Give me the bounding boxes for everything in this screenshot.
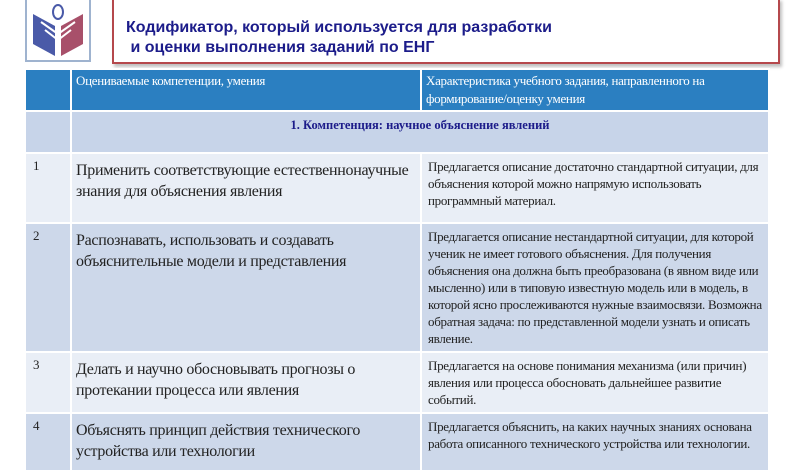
row-skill: Применить соответствующие естественнонаучные знания для объяснения явления [71, 153, 421, 223]
header-num [25, 69, 71, 111]
table-row [25, 153, 769, 223]
row-num: 1 [25, 153, 71, 223]
row-description: Предлагается объяснить, на каких научных знаниях основана работа описанного технического устройства или технологии. [421, 413, 769, 471]
header-skills: Оцениваемые компетенции, умения [71, 69, 421, 111]
table-row [25, 352, 769, 413]
title-line-2: и оценки выполнения заданий по ЕНГ [126, 39, 435, 56]
table-header [25, 69, 769, 111]
row-num: 3 [25, 352, 71, 413]
row-skill: Делать и научно обосновывать прогнозы о протекании процесса или явления [71, 352, 421, 413]
title-line-1: Кодификатор, который используется для разработки [126, 19, 552, 36]
row-num: 4 [25, 413, 71, 471]
row-skill: Объяснять принцип действия технического устройства или технологии [71, 413, 421, 471]
page-title [126, 18, 552, 58]
row-skill: Распознавать, использовать и создавать объяснительные модели и представления [71, 223, 421, 352]
section-title: 1. Компетенция: научное объяснение явлений [71, 111, 769, 153]
table-row [25, 223, 769, 352]
logo [25, 0, 91, 62]
header-description: Характеристика учебного задания, направленного на формирование/оценку умения [421, 69, 769, 111]
section-num [25, 111, 71, 153]
codifier-table [24, 68, 770, 472]
row-description: Предлагается описание нестандартной ситуации, для которой ученик не имеет готового объяснения. Для получения объяснения она должна быть преобразована (в явном виде или мысленно) или в типовую известную модель или в модель, в которой ясно прослеживаются нужные взаимосвязи. Возможна обратная задача: по представленной модели узнать и описать явление. [421, 223, 769, 352]
table-row [25, 413, 769, 471]
row-description: Предлагается описание достаточно стандартной ситуации, для объяснения которой можно напрямую использовать программный материал. [421, 153, 769, 223]
section-row [25, 111, 769, 153]
row-num: 2 [25, 223, 71, 352]
title-box [112, 0, 780, 64]
row-description: Предлагается на основе понимания механизма (или причин) явления или процесса обосновать дальнейшее развитие событий. [421, 352, 769, 413]
